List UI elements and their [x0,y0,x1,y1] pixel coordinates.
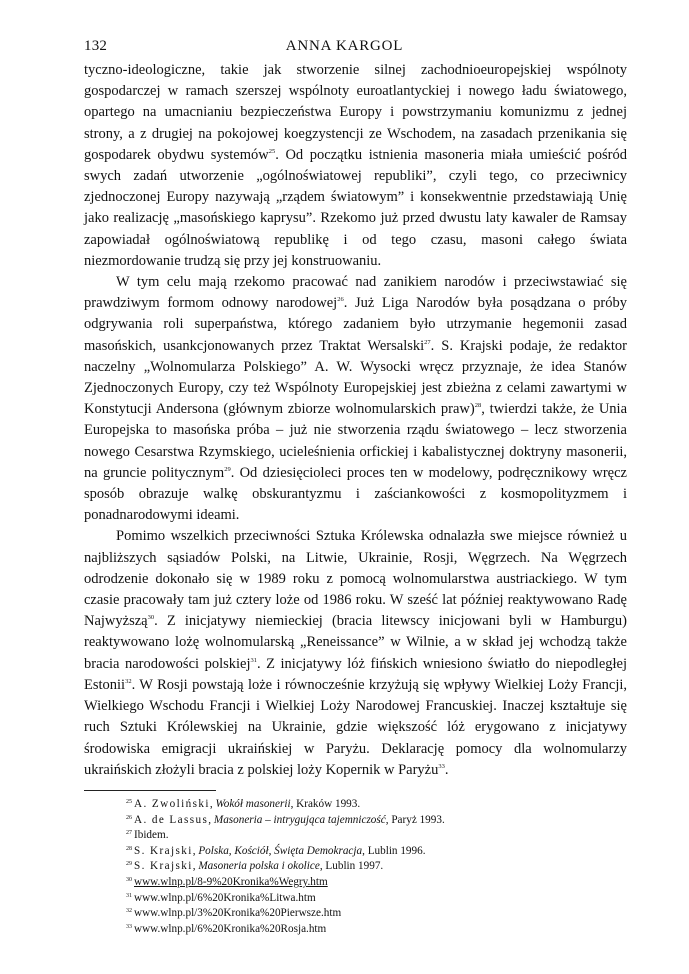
footnote-rest: , Paryż 1993. [385,813,445,826]
text-run: Pomimo wszelkich przeciwności Sztuka Królewska odnalazła swe miejsce również u najbliższych sąsiadów Polski, na Litwie, Ukrainie, Rosji, Węgrzech. Na Węgrzech odrodzenie dokonało się w 1989 roku z pomocą wolnomularstwa austriackiego. W tym czasie pracowały tam już cztery loże od 1986 roku. W sześć lat później reaktywowano Radę Najwyższą [84,528,627,630]
footnote-number: 27 [126,830,132,837]
footnote-ref: 31 [250,656,257,664]
footnote [126,922,626,938]
footnote-author: A. Zwoliński [134,798,210,810]
text-run: . Od dziesięcioleci proces ten w modelowy, podręcznikowy wręcz sposób obrazuje walkę obskurantyzmu i zaściankowości z kosmopolityzmem i ponadnarodowymi ideami. [84,464,627,524]
footnote: $^{26}$ A. de Lassus, Masoneria – intrygująca tajemniczość, Paryż 1993. [126,813,445,826]
footnote [126,906,626,922]
footnote-divider [84,790,216,791]
footnote [126,875,626,891]
text-run: . Od początku istnienia masoneria miała umieścić pośród swych zadań utworzenie „ogólnoświatowej republiki”, czyli tego, co przeciwnicy zjednoczonej Europy nazywają „rządem światowym” i konsekwentnie przedstawiają Unię jako realizację „masońskiego kaprysu”. Rzekomo już przed dwustu laty kawaler de Ramsay zapowiadał ogólnoświatową republikę i od tego czasu, masoni całego świata niezmordowanie trudzą się przy jej konstruowaniu. [84,146,627,269]
footnote-url: www.wlnp.pl/6%20Kronika%Litwa.htm [134,891,316,904]
footnote-number: 33 [126,923,132,930]
footnote-ref: 25 [268,147,276,155]
footnote-number: 28 [126,845,132,852]
footnote-title: Wokół masonerii [215,798,291,810]
footnote-ref: 30 [147,614,155,622]
footnote-ref: 32 [125,677,132,685]
text-run: . Już Liga Narodów była posądzana o próby odgrywania roli superpaństwa, którego zadaniem było utrzymanie hegemonii zasad masońskich, usankcjonowanych przez Traktat Wersalski [84,295,627,354]
footnote-url: www.wlnp.pl/8-9%20Kronika%Wegry.htm [134,875,328,888]
footnote-url: www.wlnp.pl/6%20Kronika%20Rosja.htm [134,922,327,935]
footnote-title: Masoneria – intrygująca tajemniczość [213,813,386,826]
footnote-number: 31 [126,892,132,899]
text-run: , twierdzi także, że Unia Europejska to masońska próba – już nie stworzenia rządu światowego – lecz stworzenia nowego Cesarstwa Rzymskiego, ucieleśnienia orfickiej i kabalistycznej doktryny masonerii, na gruncie politycznym [84,401,627,481]
footnote-rest: , Kraków 1993. [290,798,361,810]
text-run: W tym celu mają rzekomo pracować nad zanikiem narodów i przeciwstawiać się prawdziwym formom odnowy narodowej [84,274,627,312]
footnote-number: 26 [126,814,132,821]
text-run: tyczno-ideologiczne, takie jak stworzenie silnej zachodnioeuropejskiej wspólnoty gospodarczej w ramach szerszej wspólnoty euroatlantyckiej i nowego ładu światowego, opartego na umacnianiu bezpieczeństwa Europy i powstrzymaniu komunizmu z jednej strony, a z drugiej na pokojowej koegzystencji ze Wschodem, na zasadach przenikania się gospodarek obydwu systemów [84,62,627,163]
page-number: 132 [84,38,108,54]
paragraph [84,272,627,526]
footnote-author: A. de Lassus [134,813,209,826]
footnotes [126,797,626,937]
text-run: . [444,761,449,778]
footnote-text: Ibidem. [134,829,169,842]
footnote: $^{25}$ A. Zwoliński, Wokół masonerii, Kraków 1993. [126,798,361,810]
footnote-ref: 26 [337,296,344,304]
text-run: . Z inicjatywy lóż fińskich wniesiono światło do niepodległej Estonii [84,655,627,693]
footnote-number: 30 [126,876,132,883]
paragraph [84,60,627,272]
footnote-ref: 27 [424,338,431,346]
footnote-ref: 28 [474,402,482,410]
text-run: . S. Krajski podaje, że redaktor naczelny „Wolnomularza Polskiego” A. W. Wysocki wręcz przyznaje, że idea Stanów Zjednoczonych Europy, czy też Wspólnoty Europejskiej jest zbieżna z celami zawartymi w Konstytucji Andersona (głównym zbiorze wolnomularskich praw) [84,337,627,418]
footnote: $^{29}$ S. Krajski, Masoneria polska i okolice, Lublin 1997. [126,860,384,873]
text-run: . Z inicjatywy niemieckiej (bracia litewscy inicjowani byli w Hamburgu) reaktywowano lożę wolnomularską „Reneissance” w Wilnie, a w skład jej wchodzą także bracia narodowości polskiej [84,613,627,672]
footnote-number: 25 [126,799,132,805]
text-run: . W Rosji powstają loże i równocześnie krzyżują się wpływy Wielkiej Loży Francji, Wielkiego Wschodu Francji i Wielkiej Loży Narodowej Francuskiej. Inaczej kształtuje się ruch Sztuki Królewskiej na Ukrainie, gdzie większość lóż erygowano z inicjatywy środowiska emigracji ukraińskiej w Paryżu. Deklarację pomocy dla wolnomularzy ukraińskich złożyli bracia z polskiej loży Kopernik w Paryżu [84,676,627,778]
paragraph [84,526,627,780]
footnote [126,828,626,844]
footnote-rest: , Lublin 1996. [362,844,426,857]
running-header-author: ANNA KARGOL [285,38,404,54]
footnote-number: 32 [126,908,132,915]
footnote-title: Masoneria polska i okolice [198,860,320,873]
footnote-url: www.wlnp.pl/3%20Kronika%20Pierwsze.htm [134,907,342,920]
footnote-title: Polska, Kościół, Święta Demokracja [198,844,363,857]
footnote-ref: 33 [438,762,445,770]
body-text [84,60,627,781]
footnote-author: S. Krajski [134,844,193,857]
footnote-ref: 29 [224,465,231,473]
footnote-number: 29 [126,861,132,868]
footnote [126,891,626,907]
footnote-author: S. Krajski [134,860,193,873]
footnote-rest: , Lublin 1997. [319,860,384,873]
footnote: $^{28}$ S. Krajski, Polska, Kościół, Święta Demokracja, Lublin 1996. [126,844,426,857]
